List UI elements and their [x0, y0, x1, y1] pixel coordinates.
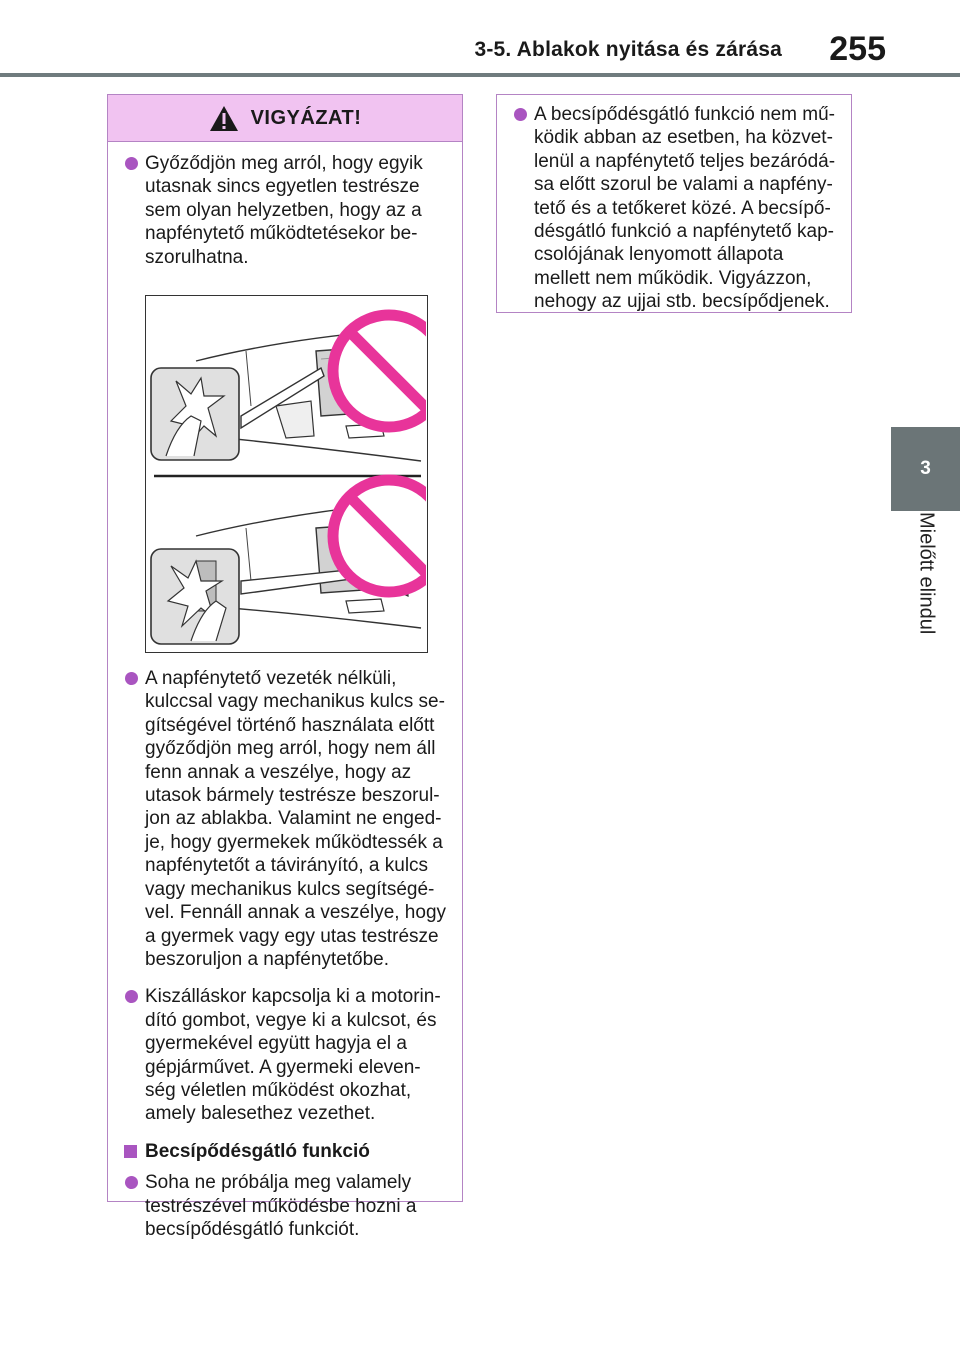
warning-title: VIGYÁZAT! — [250, 106, 362, 129]
warning-triangle-icon — [209, 105, 239, 132]
warning-subheading — [120, 1140, 448, 1163]
square-bullet-icon — [124, 1145, 137, 1158]
illustration-bottom-panel — [151, 480, 426, 644]
warning-header — [108, 95, 462, 142]
warning-item — [120, 667, 448, 971]
bullet-icon — [125, 990, 138, 1003]
bullet-icon — [125, 672, 138, 685]
chapter-number: 3 — [920, 458, 931, 479]
illustration-top-panel — [151, 315, 426, 461]
header-rule — [0, 73, 960, 77]
chapter-label — [897, 512, 955, 662]
info-item — [509, 103, 837, 314]
warning-item-text: A napfénytető vezeték nélküli, kulccsal vagy mechanikus kulcs se-gítségével történő használata előtt győződjön meg arról, hogy nem áll fenn annak a veszélye, hogy az utasok bármely testrésze beszorul-jon az ablakba. Valamint ne enged-je, hogy gyermekek működtessék a napfénytetőt a távirányító, a kulcs vagy mechanikus kulcs segítségé-vel. Fennáll annak a veszélye, hogy a gyermek vagy egy utas testrésze beszoruljon a napfénytetőbe. — [145, 668, 447, 970]
warning-item-text: Győződjön meg arról, hogy egyik utasnak sincs egyetlen testrésze sem olyan helyzetben, hogy az a napfénytető működtetésekor be-szorulhatna. — [145, 153, 423, 268]
warning-box — [107, 94, 463, 1240]
sunroof-illustration — [145, 295, 428, 653]
warning-item — [120, 985, 448, 1125]
sunroof-pinch-illustration — [146, 296, 426, 651]
chapter-tab — [891, 427, 960, 511]
chapter-label-text: Mielőtt elindul — [915, 512, 938, 635]
page-number: 255 — [829, 30, 886, 68]
bullet-icon — [514, 108, 527, 121]
bullet-icon — [125, 157, 138, 170]
warning-body — [108, 152, 462, 1241]
warning-item-text: Soha ne próbálja meg valamely testrészével működésbe hozni a becsípődésgátló funkciót. — [145, 1172, 417, 1240]
warning-item — [120, 152, 448, 269]
warning-item-text: Kiszálláskor kapcsolja ki a motorin-dító gombot, vegye ki a kulcsot, és gyermekével együtt hagyja el a gépjárművet. A gyermeki eleven-ség véletlen működést okozhat, amely balesethez vezethet. — [145, 986, 441, 1125]
warning-item — [120, 1171, 448, 1241]
info-box — [496, 94, 852, 313]
warning-subheading-text: Becsípődésgátló funkció — [145, 1140, 370, 1162]
bullet-icon — [125, 1176, 138, 1189]
info-item-text: A becsípődésgátló funkció nem mű-ködik abban az esetben, ha közvet-lenül a napfénytető teljes bezáródá-sa előtt szorul be valami a napfény-tető és a tetőkeret közé. A becsípő-désgátló funkció a napfénytető kap-csolójának lenyomott állapota mellett nem működik. Vigyázzon, nehogy az ujjai stb. becsípődjenek. — [534, 104, 836, 313]
section-title: 3-5. Ablakok nyitása és zárása — [474, 38, 782, 61]
